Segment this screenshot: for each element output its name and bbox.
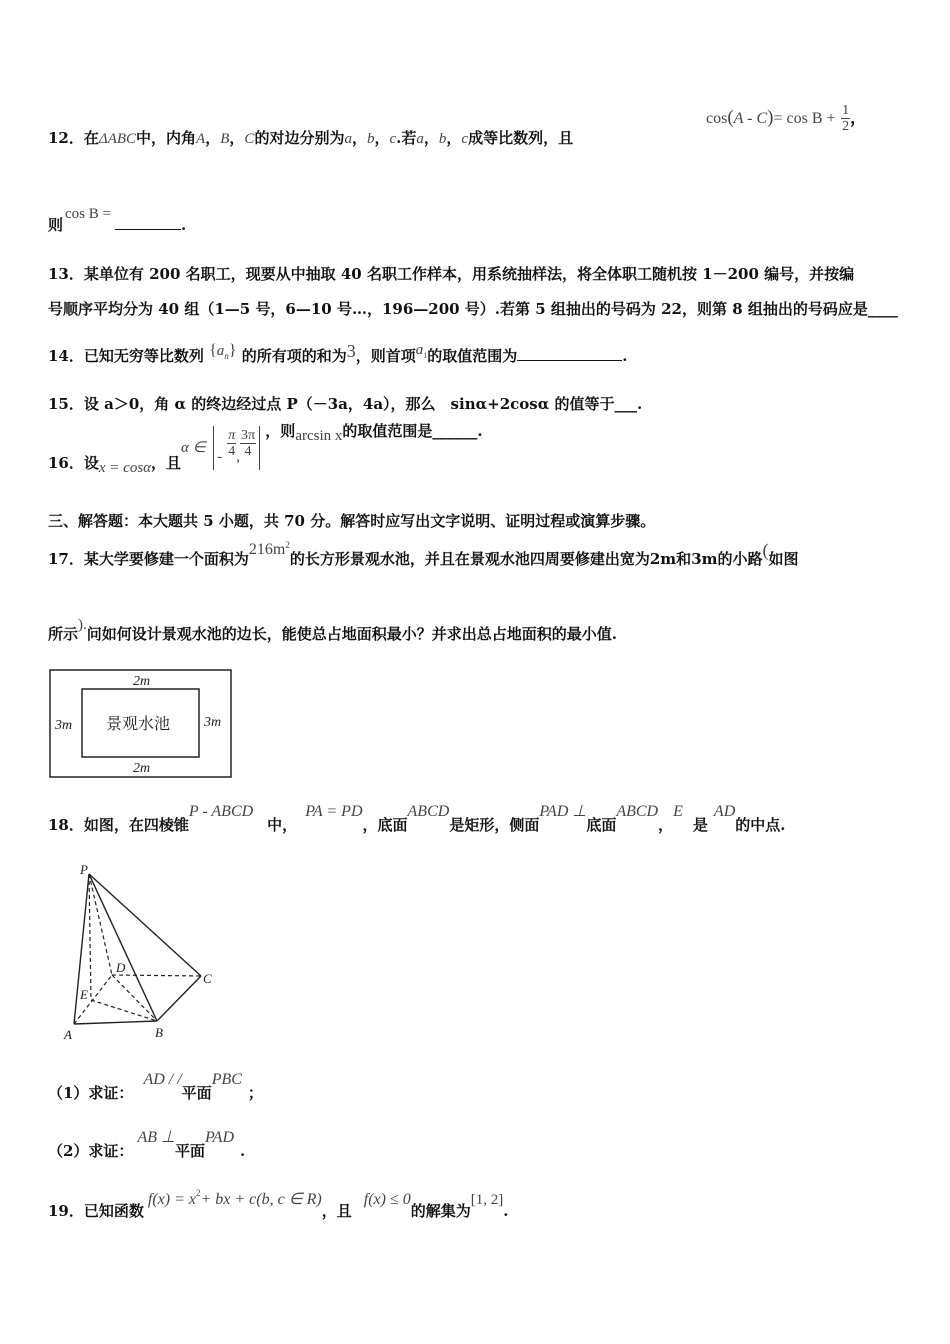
q17-line1: 17．某大学要修建一个面积为$216m^2$的长方形景观水池，并且在景观水池四周要修建出宽为2m和3m的小路(如图 xyxy=(48,540,799,568)
half-fraction: $\frac{1}{2}$ xyxy=(842,103,850,134)
vertex-D: D xyxy=(116,960,126,975)
section-3-heading: 三、解答题：本大题共 5 小题，共 70 分。解答时应写出文字说明、证明过程或演算步骤。 xyxy=(48,512,656,530)
q14-line: 14．已知无穷等比数列 $\{a_n\}$ 的所有项的和为3，则首项$a_1$的取值范围为 . xyxy=(48,341,628,365)
vertex-P: P xyxy=(80,862,88,877)
vertex-B: B xyxy=(155,1025,163,1040)
edge-PB xyxy=(89,874,157,1021)
label-bottom: 2m xyxy=(133,761,151,776)
edge-PD xyxy=(89,874,112,975)
figure-17-pool-diagram xyxy=(49,669,233,779)
edge-DC xyxy=(112,975,201,976)
edge-PC xyxy=(89,874,201,976)
pi-over-4: $\frac{\pi}{4}$ xyxy=(228,428,236,459)
label-pool: 景观水池 xyxy=(106,714,171,733)
q19-line: 19．已知函数$f(x) = x^2+$ bx + c(b, c ∈ R)，且f(x) ≤ 0的解集为[1, 2]. xyxy=(48,1188,509,1220)
q18-part2: （2）求证：AB ⊥平面PAD. xyxy=(48,1129,246,1160)
q16-line: 16．设x = cosα，且α ∈ - $\frac{\pi}{4}$ , $\frac{3\pi}{4}$ ，则arcsin x的取值范围是______. xyxy=(48,422,483,476)
edge-AB xyxy=(74,1021,157,1024)
vertex-A: A xyxy=(64,1027,72,1042)
q12-line2: 则cos B =. xyxy=(48,206,187,234)
q14-answer-blank[interactable] xyxy=(517,346,622,361)
figure-18-pyramid xyxy=(60,860,230,1045)
q12-answer-blank[interactable] xyxy=(115,215,181,230)
label-right: 3m xyxy=(204,715,222,730)
q13-line1: 13．某单位有 200 名职工，现要从中抽取 40 名职工作样本，用系统抽样法，将全体职工随机按 1－200 编号，并按编 xyxy=(48,265,855,283)
edge-BC xyxy=(157,976,201,1021)
vertex-C: C xyxy=(203,971,212,986)
q12-condition: cos(A - C)= cos B + $\frac{1}{2}$ ， xyxy=(706,103,867,134)
label-top: 2m xyxy=(133,674,151,689)
q12-line1: 12．在ΔABC中，内角A，B，C的对边分别为a，b，c.若a，b，c成等比数列，且 xyxy=(48,129,574,147)
q16-interval: - $\frac{\pi}{4}$ , $\frac{3\pi}{4}$ xyxy=(213,426,260,470)
q13-line2: 号顺序平均分为 40 组（1—5 号，6—10 号…，196—200 号）.若第 5 组抽出的号码为 22，则第 8 组抽出的号码应是____ xyxy=(48,300,898,318)
vertex-E: E xyxy=(80,987,88,1002)
label-left: 3m xyxy=(55,718,73,733)
q17-line2: 所示).问如何设计景观水池的边长，能使总占地面积最小？并求出总占地面积的最小值. xyxy=(48,617,617,643)
q18-line: 18．如图，在四棱锥P - ABCD中，PA = PD，底面ABCD是矩形，侧面PAD ⊥底面ABCD，E是AD的中点. xyxy=(48,803,786,834)
q12-number: 12． xyxy=(48,129,84,147)
3pi-over-4: $\frac{3\pi}{4}$ xyxy=(240,428,256,459)
q18-part1: （1）求证：AD / /平面PBC； xyxy=(48,1071,263,1102)
edge-PE xyxy=(89,874,91,1000)
q15-line: 15．设 a＞0，角 α 的终边经过点 P（－3a，4a），那么 sinα+2cosα 的值等于___. xyxy=(48,395,643,413)
